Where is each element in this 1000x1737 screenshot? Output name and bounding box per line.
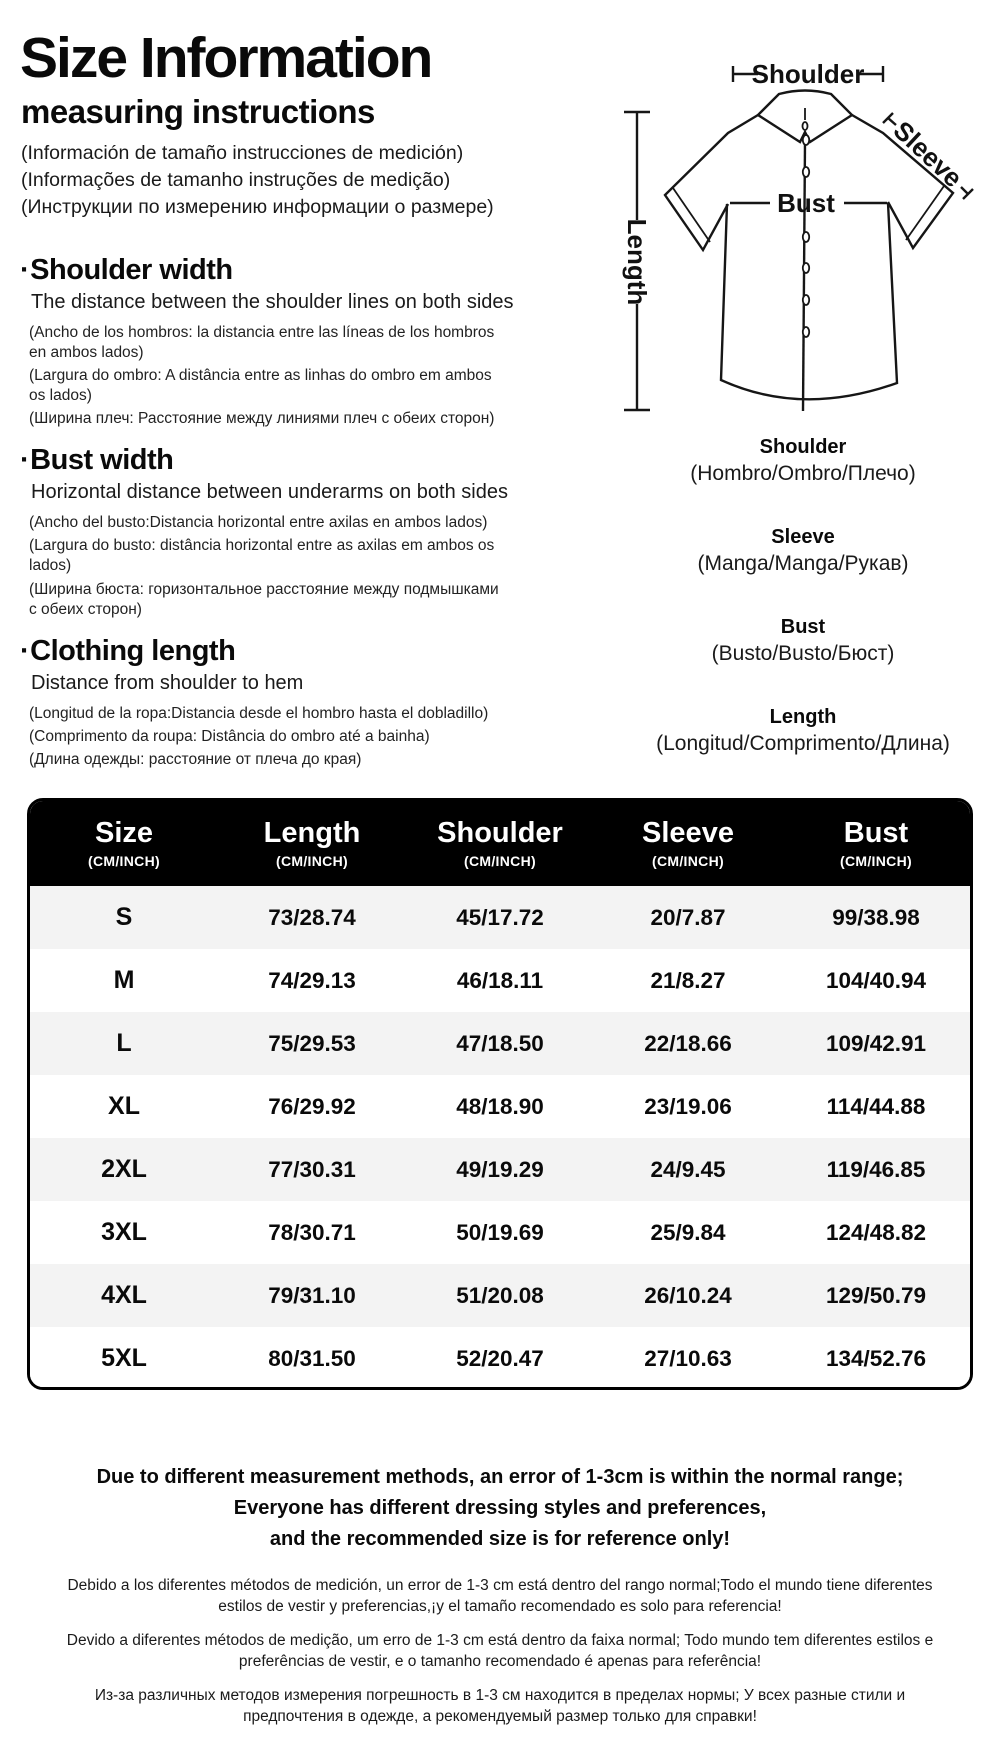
column-unit: (CM/INCH) xyxy=(88,852,160,869)
cell-length: 76/29.92 xyxy=(268,1093,356,1119)
cell-length: 79/31.10 xyxy=(268,1282,356,1308)
table-row xyxy=(30,886,970,949)
cell-shoulder: 51/20.08 xyxy=(456,1282,544,1308)
cell-size: XL xyxy=(108,1092,140,1120)
legend-item xyxy=(585,616,1000,666)
column-unit: (CM/INCH) xyxy=(276,852,348,869)
instruction-section xyxy=(20,636,565,770)
page-subtitle: measuring instructions xyxy=(21,93,375,130)
column-label: Bust xyxy=(843,817,909,850)
length-marker xyxy=(622,112,652,410)
page-title: Size Information xyxy=(20,26,432,90)
cell-bust: 124/48.82 xyxy=(825,1219,927,1245)
cell-shoulder: 50/19.69 xyxy=(456,1219,544,1245)
cell-sleeve: 22/18.66 xyxy=(644,1030,732,1056)
cell-size: 4XL xyxy=(101,1281,147,1309)
legend-translation: (Hombro/Ombro/Плечо) xyxy=(690,462,916,485)
notice-line: Due to different measurement methods, an error of 1-3cm is within the normal range; xyxy=(96,1466,904,1488)
legend-term: Bust xyxy=(780,616,826,638)
cell-sleeve: 20/7.87 xyxy=(650,904,726,930)
cell-sleeve: 25/9.84 xyxy=(650,1219,726,1245)
footer-translation: Из-за различных методов измерения погрешность в 1-3 см находится в пределах нормы; У всех разные стили и предпочтения в одежде, а рекомендуемый размер только для справки! xyxy=(94,1687,906,1726)
cell-shoulder: 49/19.29 xyxy=(456,1156,544,1182)
cell-size: S xyxy=(115,903,133,931)
legend-translation: (Busto/Busto/Бюст) xyxy=(711,642,895,665)
table-row xyxy=(30,1264,970,1327)
table-row xyxy=(30,1201,970,1264)
table-row xyxy=(30,1075,970,1138)
instruction-section xyxy=(20,255,565,430)
cell-shoulder: 47/18.50 xyxy=(456,1030,544,1056)
instruction-translation: (Comprimento da roupa: Distância do ombro até a bainha) xyxy=(29,727,430,745)
column-header xyxy=(594,818,782,869)
column-unit: (CM/INCH) xyxy=(840,852,912,869)
instruction-translation: (Длина одежды: расстояние от плеча до края) xyxy=(29,751,362,769)
column-header xyxy=(406,818,594,869)
legend-item xyxy=(585,526,1000,576)
column-label: Shoulder xyxy=(437,817,563,850)
instruction-title-text: Shoulder width xyxy=(30,253,233,286)
instruction-title-text: Clothing length xyxy=(30,634,236,667)
instruction-translation: (Largura do busto: distância horizontal entre as axilas em ambos os lados) xyxy=(29,537,495,575)
subtitle-translation: (Información de tamaño instrucciones de medición) xyxy=(21,142,464,164)
cell-bust: 114/44.88 xyxy=(826,1093,926,1119)
length-label: Length xyxy=(622,218,652,306)
cell-sleeve: 24/9.45 xyxy=(650,1156,726,1182)
footer-notice xyxy=(0,1462,1000,1555)
bust-label: Bust xyxy=(777,188,835,218)
table-row xyxy=(30,1012,970,1075)
cell-bust: 99/38.98 xyxy=(832,904,920,930)
bullet-icon: · xyxy=(20,444,30,477)
table-row xyxy=(30,949,970,1012)
shirt-diagram xyxy=(552,42,988,426)
column-header xyxy=(218,818,406,869)
size-table xyxy=(27,798,973,1390)
column-header xyxy=(782,818,970,869)
legend-term: Sleeve xyxy=(771,526,835,548)
subtitle-translation: (Инструкции по измерению информации о размере) xyxy=(21,195,494,218)
bust-marker xyxy=(730,188,887,218)
cell-shoulder: 46/18.11 xyxy=(456,967,544,993)
cell-length: 74/29.13 xyxy=(268,967,356,993)
cell-size: 3XL xyxy=(101,1218,147,1246)
table-header xyxy=(30,801,970,886)
cell-sleeve: 26/10.24 xyxy=(644,1282,732,1308)
cell-sleeve: 23/19.06 xyxy=(644,1093,732,1119)
cell-length: 77/30.31 xyxy=(268,1156,356,1182)
subtitle-translations xyxy=(20,140,565,221)
column-header xyxy=(30,818,218,869)
instruction-title-text: Bust width xyxy=(30,444,174,477)
shoulder-marker xyxy=(733,59,883,89)
cell-size: L xyxy=(116,1029,132,1057)
instruction-translation: (Longitud de la ropa:Distancia desde el hombro hasta el dobladillo) xyxy=(29,704,489,722)
legend-item xyxy=(585,436,1000,486)
cell-bust: 109/42.91 xyxy=(825,1030,927,1056)
cell-length: 73/28.74 xyxy=(268,904,356,930)
bullet-icon: · xyxy=(20,253,30,286)
instruction-description: Distance from shoulder to hem xyxy=(31,671,304,694)
legend-translation: (Longitud/Comprimento/Длина) xyxy=(656,732,950,755)
instruction-translation: (Largura do ombro: A distância entre as linhas do ombro em ambos os lados) xyxy=(29,366,492,405)
cell-size: 5XL xyxy=(101,1344,147,1372)
instruction-translation: (Ширина бюста: горизонтальное расстояние между подмышками с обеих сторон) xyxy=(29,580,499,618)
legend-translation: (Manga/Manga/Рукав) xyxy=(697,552,909,575)
sleeve-label: Sleeve xyxy=(887,114,969,194)
measurement-legend xyxy=(585,436,1000,796)
cell-bust: 134/52.76 xyxy=(825,1345,927,1371)
shoulder-label: Shoulder xyxy=(751,59,865,89)
cell-sleeve: 27/10.63 xyxy=(644,1345,732,1371)
legend-term: Shoulder xyxy=(759,436,847,458)
column-label: Sleeve xyxy=(642,817,734,850)
cell-length: 78/30.71 xyxy=(268,1219,356,1245)
instruction-title xyxy=(20,445,565,477)
instruction-translation: (Ancho del busto:Distancia horizontal entre axilas en ambos lados) xyxy=(29,514,488,532)
column-unit: (CM/INCH) xyxy=(464,852,536,869)
table-row xyxy=(30,1327,970,1390)
legend-item xyxy=(585,706,1000,756)
cell-sleeve: 21/8.27 xyxy=(650,967,726,993)
instruction-translation: (Ancho de los hombros: la distancia entre las líneas de los hombros en ambos lados) xyxy=(29,323,495,361)
instruction-description: The distance between the shoulder lines on both sides xyxy=(31,290,514,313)
instruction-title xyxy=(20,255,565,287)
cell-shoulder: 45/17.72 xyxy=(456,904,544,930)
cell-shoulder: 52/20.47 xyxy=(456,1345,544,1371)
bullet-icon: · xyxy=(20,634,30,667)
notice-line: Everyone has different dressing styles and preferences, xyxy=(233,1497,767,1519)
instruction-translation: (Ширина плеч: Расстояние между линиями плеч с обеих сторон) xyxy=(29,410,495,428)
instruction-description: Horizontal distance between underarms on both sides xyxy=(31,481,508,504)
instruction-section xyxy=(20,445,565,620)
page-header xyxy=(20,26,565,786)
cell-shoulder: 48/18.90 xyxy=(456,1093,544,1119)
instruction-title xyxy=(20,636,565,668)
subtitle-translation: (Informações de tamanho instruções de medição) xyxy=(21,168,451,191)
cell-bust: 129/50.79 xyxy=(825,1282,927,1308)
notice-line: and the recommended size is for reference only! xyxy=(269,1528,731,1550)
footer-translation: Debido a los diferentes métodos de medición, un error de 1-3 cm está dentro del rango normal;Todo el mundo tiene diferentes estilos de vestir y preferencias,¡y el tamaño recomendado es solo para referencia! xyxy=(67,1577,933,1616)
column-label: Length xyxy=(263,817,361,850)
column-unit: (CM/INCH) xyxy=(652,852,724,869)
cell-bust: 119/46.85 xyxy=(826,1156,926,1182)
footer-translations xyxy=(0,1575,1000,1727)
cell-bust: 104/40.94 xyxy=(825,967,927,993)
column-label: Size xyxy=(94,817,154,850)
footer-translation: Devido a diferentes métodos de medição, um erro de 1-3 cm está dentro da faixa normal; Todo mundo tem diferentes estilos e preferências de vestir, e o tamanho recomendado é apenas para referência! xyxy=(66,1632,934,1671)
footer xyxy=(0,1462,1000,1737)
cell-size: M xyxy=(113,966,135,994)
cell-size: 2XL xyxy=(101,1155,147,1183)
cell-length: 75/29.53 xyxy=(268,1030,356,1056)
table-body xyxy=(30,886,970,1390)
cell-length: 80/31.50 xyxy=(268,1345,356,1371)
sleeve-marker xyxy=(883,113,973,199)
legend-term: Length xyxy=(769,706,837,728)
table-row xyxy=(30,1138,970,1201)
instructions xyxy=(20,255,565,771)
